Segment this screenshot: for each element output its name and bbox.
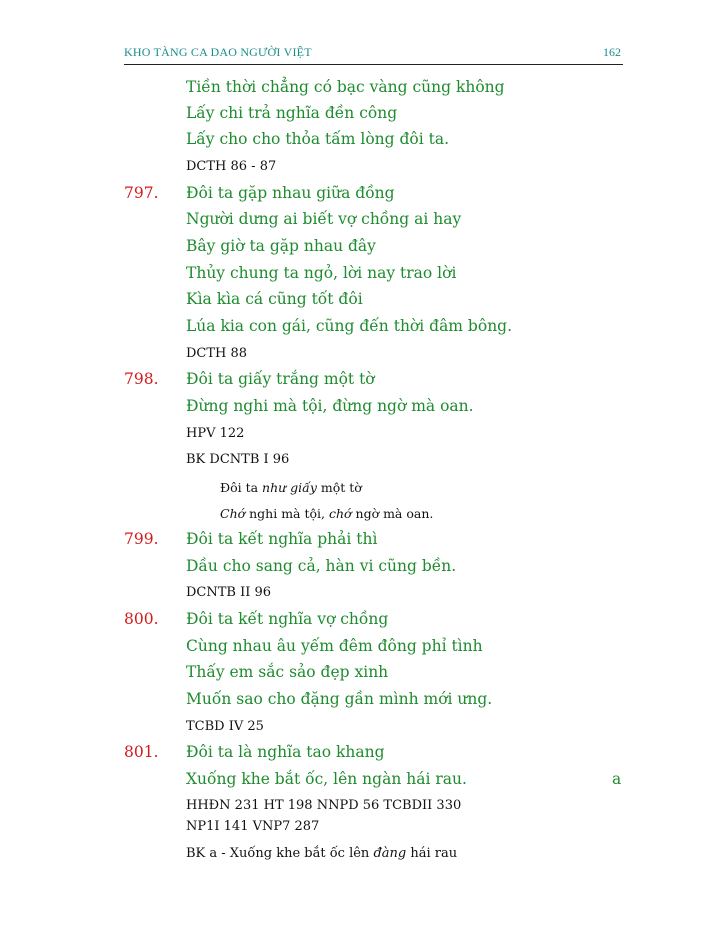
variant-note: BK a - Xuống khe bắt ốc lên đàng hái rau (186, 846, 458, 861)
entry-number-797: 797. (124, 184, 159, 202)
variant-marker: a (612, 770, 622, 788)
verse-line: Đôi ta là nghĩa tao khang (186, 743, 385, 761)
verse-line: Tiền thời chẳng có bạc vàng cũng không (186, 78, 505, 96)
source-citation: BK DCNTB I 96 (186, 452, 290, 467)
verse-line: Bây giờ ta gặp nhau đây (186, 237, 376, 255)
source-citation: TCBD IV 25 (186, 719, 264, 734)
verse-line: Lúa kia con gái, cũng đến thời đâm bông. (186, 317, 513, 335)
verse-line: Kìa kìa cá cũng tốt đôi (186, 290, 363, 308)
verse-line: Đôi ta giấy trắng một tờ (186, 370, 375, 388)
entry-number-798: 798. (124, 370, 159, 388)
verse-line: Thủy chung ta ngỏ, lời nay trao lời (186, 264, 457, 282)
source-citation: HHĐN 231 HT 198 NNPD 56 TCBDII 330 (186, 798, 462, 813)
source-citation: DCTH 88 (186, 346, 248, 361)
verse-line: Đôi ta kết nghĩa phải thì (186, 530, 378, 548)
verse-line: Cùng nhau âu yếm đêm đông phỉ tình (186, 637, 483, 655)
book-title: KHO TÀNG CA DAO NGƯỜI VIỆT (124, 45, 312, 59)
verse-line: Muốn sao cho đặng gần mình mới ưng. (186, 690, 493, 708)
page-number: 162 (603, 45, 621, 59)
source-citation: DCTH 86 - 87 (186, 159, 277, 174)
verse-line: Lấy cho cho thỏa tấm lòng đôi ta. (186, 130, 450, 148)
source-citation: NP1I 141 VNP7 287 (186, 819, 320, 834)
entry-number-800: 800. (124, 610, 159, 628)
verse-line: Dầu cho sang cả, hàn vi cũng bền. (186, 557, 457, 575)
entry-number-799: 799. (124, 530, 159, 548)
source-citation: DCNTB II 96 (186, 585, 272, 600)
verse-line: Xuống khe bắt ốc, lên ngàn hái rau. (186, 770, 467, 788)
verse-line: Đừng nghi mà tội, đừng ngờ mà oan. (186, 397, 474, 415)
verse-line: Đôi ta kết nghĩa vợ chồng (186, 610, 389, 628)
verse-line: Lấy chi trả nghĩa đền công (186, 104, 398, 122)
source-citation: HPV 122 (186, 426, 245, 441)
variant-line: Đôi ta như giấy một tờ (220, 480, 362, 495)
entry-number-801: 801. (124, 743, 159, 761)
verse-line: Thấy em sắc sảo đẹp xinh (186, 663, 389, 681)
variant-line: Chớ nghi mà tội, chớ ngờ mà oan. (220, 506, 434, 521)
verse-line: Đôi ta gặp nhau giữa đồng (186, 184, 395, 202)
verse-line: Người dưng ai biết vợ chồng ai hay (186, 210, 462, 228)
page-header (124, 44, 623, 65)
